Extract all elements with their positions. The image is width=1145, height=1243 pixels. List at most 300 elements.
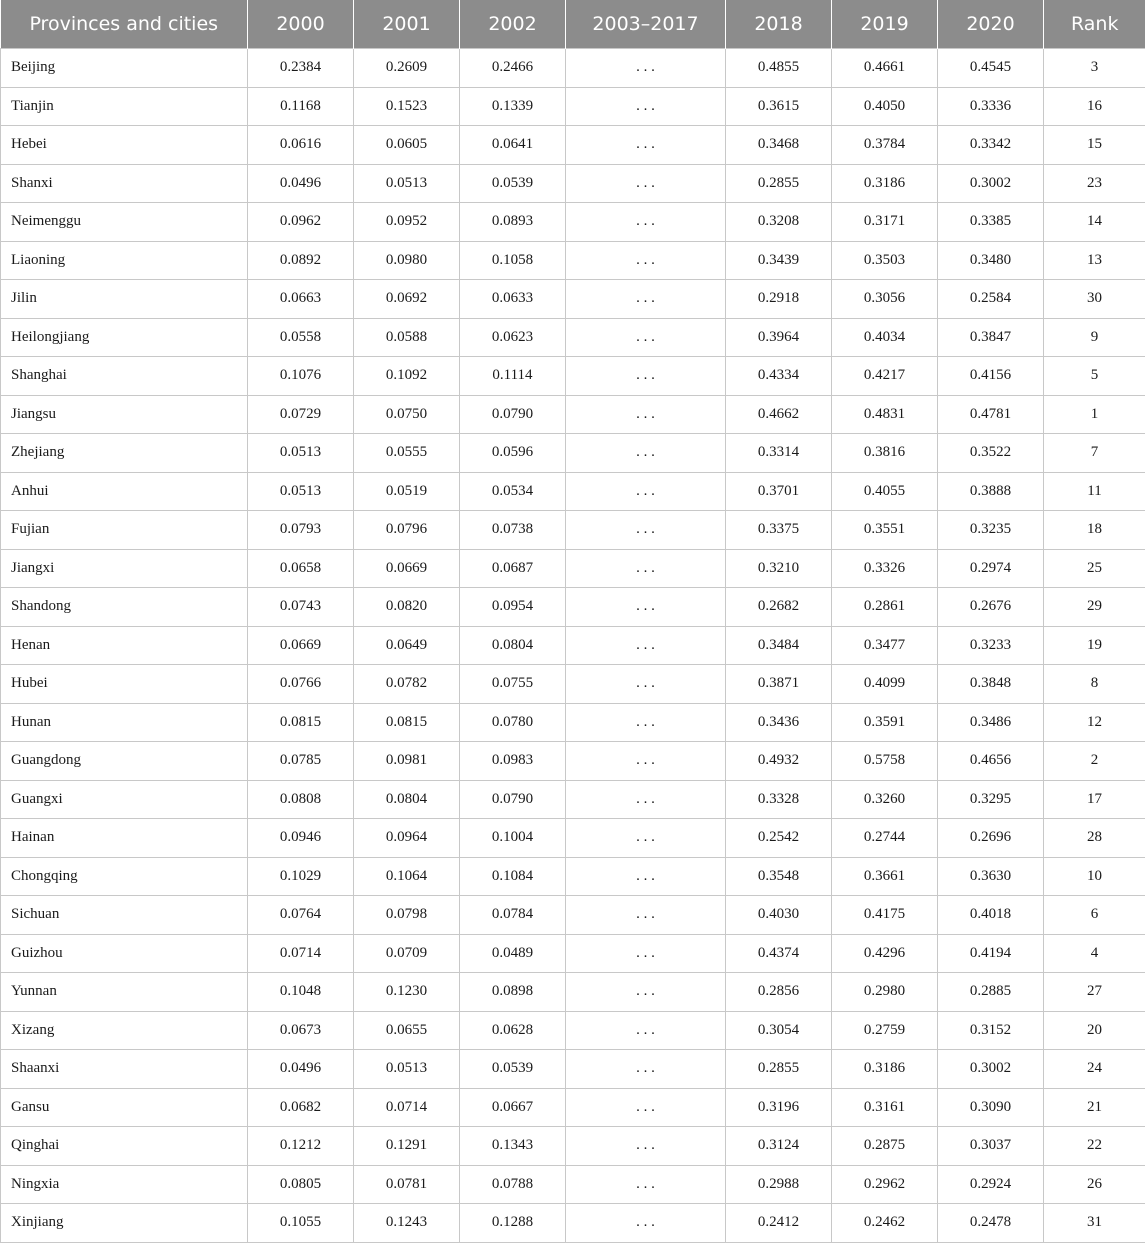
table-row bbox=[1, 626, 1145, 665]
value-2003-2017-cell: . . . bbox=[566, 896, 726, 935]
value-2020-cell: 0.3848 bbox=[938, 665, 1044, 704]
value-2001-cell: 0.0820 bbox=[354, 588, 460, 627]
value-2001-cell: 0.0605 bbox=[354, 126, 460, 165]
value-2002-cell: 0.0954 bbox=[460, 588, 566, 627]
value-2002-cell: 0.0623 bbox=[460, 318, 566, 357]
value-2002-cell: 0.2466 bbox=[460, 49, 566, 88]
province-name-cell: Liaoning bbox=[1, 241, 248, 280]
value-2000-cell: 0.0658 bbox=[248, 549, 354, 588]
rank-cell: 7 bbox=[1044, 434, 1145, 473]
table-row bbox=[1, 1011, 1145, 1050]
table-row bbox=[1, 549, 1145, 588]
rank-cell: 3 bbox=[1044, 49, 1145, 88]
table-row bbox=[1, 49, 1145, 88]
province-name-cell: Ningxia bbox=[1, 1165, 248, 1204]
value-2020-cell: 0.3002 bbox=[938, 164, 1044, 203]
province-name-cell: Hunan bbox=[1, 703, 248, 742]
value-2003-2017-cell: . . . bbox=[566, 742, 726, 781]
value-2020-cell: 0.2696 bbox=[938, 819, 1044, 858]
value-2001-cell: 0.0555 bbox=[354, 434, 460, 473]
table-row bbox=[1, 665, 1145, 704]
value-2001-cell: 0.0952 bbox=[354, 203, 460, 242]
value-2000-cell: 0.1029 bbox=[248, 857, 354, 896]
value-2002-cell: 0.0628 bbox=[460, 1011, 566, 1050]
value-2002-cell: 0.1058 bbox=[460, 241, 566, 280]
value-2018-cell: 0.3484 bbox=[726, 626, 832, 665]
value-2001-cell: 0.0796 bbox=[354, 511, 460, 550]
value-2002-cell: 0.1114 bbox=[460, 357, 566, 396]
value-2000-cell: 0.1055 bbox=[248, 1204, 354, 1243]
value-2000-cell: 0.0714 bbox=[248, 934, 354, 973]
province-name-cell: Qinghai bbox=[1, 1127, 248, 1166]
value-2000-cell: 0.0805 bbox=[248, 1165, 354, 1204]
province-name-cell: Gansu bbox=[1, 1088, 248, 1127]
value-2001-cell: 0.1291 bbox=[354, 1127, 460, 1166]
rank-cell: 26 bbox=[1044, 1165, 1145, 1204]
table-row bbox=[1, 395, 1145, 434]
value-2020-cell: 0.3233 bbox=[938, 626, 1044, 665]
rank-cell: 21 bbox=[1044, 1088, 1145, 1127]
value-2020-cell: 0.2478 bbox=[938, 1204, 1044, 1243]
province-name-cell: Neimenggu bbox=[1, 203, 248, 242]
value-2000-cell: 0.1168 bbox=[248, 87, 354, 126]
value-2001-cell: 0.0781 bbox=[354, 1165, 460, 1204]
value-2019-cell: 0.2759 bbox=[832, 1011, 938, 1050]
value-2020-cell: 0.3235 bbox=[938, 511, 1044, 550]
province-name-cell: Guizhou bbox=[1, 934, 248, 973]
province-name-cell: Shanghai bbox=[1, 357, 248, 396]
value-2000-cell: 0.0663 bbox=[248, 280, 354, 319]
value-2019-cell: 0.2462 bbox=[832, 1204, 938, 1243]
header-cell-2000: 2000 bbox=[248, 0, 354, 49]
value-2002-cell: 0.0596 bbox=[460, 434, 566, 473]
value-2019-cell: 0.3186 bbox=[832, 164, 938, 203]
value-2001-cell: 0.0798 bbox=[354, 896, 460, 935]
value-2001-cell: 0.0981 bbox=[354, 742, 460, 781]
value-2001-cell: 0.0655 bbox=[354, 1011, 460, 1050]
rank-cell: 5 bbox=[1044, 357, 1145, 396]
value-2018-cell: 0.3439 bbox=[726, 241, 832, 280]
province-name-cell: Henan bbox=[1, 626, 248, 665]
value-2003-2017-cell: . . . bbox=[566, 780, 726, 819]
value-2001-cell: 0.0692 bbox=[354, 280, 460, 319]
province-name-cell: Tianjin bbox=[1, 87, 248, 126]
value-2002-cell: 0.0804 bbox=[460, 626, 566, 665]
value-2018-cell: 0.3208 bbox=[726, 203, 832, 242]
rank-cell: 19 bbox=[1044, 626, 1145, 665]
rank-cell: 23 bbox=[1044, 164, 1145, 203]
header-cell-2020: 2020 bbox=[938, 0, 1044, 49]
rank-cell: 10 bbox=[1044, 857, 1145, 896]
value-2000-cell: 0.0743 bbox=[248, 588, 354, 627]
value-2002-cell: 0.0898 bbox=[460, 973, 566, 1012]
value-2003-2017-cell: . . . bbox=[566, 1127, 726, 1166]
value-2020-cell: 0.2584 bbox=[938, 280, 1044, 319]
value-2020-cell: 0.4018 bbox=[938, 896, 1044, 935]
province-name-cell: Hubei bbox=[1, 665, 248, 704]
value-2002-cell: 0.0633 bbox=[460, 280, 566, 319]
value-2018-cell: 0.4932 bbox=[726, 742, 832, 781]
value-2003-2017-cell: . . . bbox=[566, 395, 726, 434]
value-2000-cell: 0.0764 bbox=[248, 896, 354, 935]
value-2000-cell: 0.0669 bbox=[248, 626, 354, 665]
value-2001-cell: 0.0519 bbox=[354, 472, 460, 511]
value-2019-cell: 0.2744 bbox=[832, 819, 938, 858]
value-2003-2017-cell: . . . bbox=[566, 1088, 726, 1127]
value-2019-cell: 0.2980 bbox=[832, 973, 938, 1012]
value-2003-2017-cell: . . . bbox=[566, 511, 726, 550]
value-2019-cell: 0.4217 bbox=[832, 357, 938, 396]
rank-cell: 6 bbox=[1044, 896, 1145, 935]
province-name-cell: Anhui bbox=[1, 472, 248, 511]
province-name-cell: Yunnan bbox=[1, 973, 248, 1012]
value-2018-cell: 0.3548 bbox=[726, 857, 832, 896]
value-2020-cell: 0.3486 bbox=[938, 703, 1044, 742]
value-2003-2017-cell: . . . bbox=[566, 626, 726, 665]
value-2002-cell: 0.0790 bbox=[460, 780, 566, 819]
value-2020-cell: 0.3522 bbox=[938, 434, 1044, 473]
value-2002-cell: 0.1288 bbox=[460, 1204, 566, 1243]
value-2002-cell: 0.0893 bbox=[460, 203, 566, 242]
table-row bbox=[1, 1204, 1145, 1243]
value-2000-cell: 0.0785 bbox=[248, 742, 354, 781]
value-2019-cell: 0.3661 bbox=[832, 857, 938, 896]
value-2019-cell: 0.2875 bbox=[832, 1127, 938, 1166]
value-2003-2017-cell: . . . bbox=[566, 819, 726, 858]
value-2003-2017-cell: . . . bbox=[566, 126, 726, 165]
value-2003-2017-cell: . . . bbox=[566, 1165, 726, 1204]
value-2019-cell: 0.3591 bbox=[832, 703, 938, 742]
value-2019-cell: 0.4099 bbox=[832, 665, 938, 704]
rank-cell: 18 bbox=[1044, 511, 1145, 550]
value-2000-cell: 0.1076 bbox=[248, 357, 354, 396]
province-name-cell: Shanxi bbox=[1, 164, 248, 203]
value-2001-cell: 0.0964 bbox=[354, 819, 460, 858]
header-cell-2019: 2019 bbox=[832, 0, 938, 49]
table-row bbox=[1, 434, 1145, 473]
value-2003-2017-cell: . . . bbox=[566, 203, 726, 242]
value-2018-cell: 0.2855 bbox=[726, 164, 832, 203]
value-2002-cell: 0.1004 bbox=[460, 819, 566, 858]
value-2020-cell: 0.2974 bbox=[938, 549, 1044, 588]
rank-cell: 9 bbox=[1044, 318, 1145, 357]
value-2020-cell: 0.3630 bbox=[938, 857, 1044, 896]
table-body bbox=[1, 49, 1145, 1243]
value-2003-2017-cell: . . . bbox=[566, 472, 726, 511]
value-2003-2017-cell: . . . bbox=[566, 857, 726, 896]
province-name-cell: Beijing bbox=[1, 49, 248, 88]
value-2020-cell: 0.2885 bbox=[938, 973, 1044, 1012]
value-2002-cell: 0.1343 bbox=[460, 1127, 566, 1166]
value-2019-cell: 0.4034 bbox=[832, 318, 938, 357]
province-name-cell: Jiangsu bbox=[1, 395, 248, 434]
table-row bbox=[1, 241, 1145, 280]
rank-cell: 22 bbox=[1044, 1127, 1145, 1166]
value-2020-cell: 0.3295 bbox=[938, 780, 1044, 819]
province-name-cell: Jilin bbox=[1, 280, 248, 319]
value-2018-cell: 0.4030 bbox=[726, 896, 832, 935]
value-2003-2017-cell: . . . bbox=[566, 549, 726, 588]
value-2019-cell: 0.4175 bbox=[832, 896, 938, 935]
province-name-cell: Shandong bbox=[1, 588, 248, 627]
value-2000-cell: 0.0946 bbox=[248, 819, 354, 858]
value-2018-cell: 0.3701 bbox=[726, 472, 832, 511]
value-2020-cell: 0.2924 bbox=[938, 1165, 1044, 1204]
value-2020-cell: 0.3002 bbox=[938, 1050, 1044, 1089]
value-2003-2017-cell: . . . bbox=[566, 49, 726, 88]
value-2019-cell: 0.2861 bbox=[832, 588, 938, 627]
value-2001-cell: 0.1230 bbox=[354, 973, 460, 1012]
value-2003-2017-cell: . . . bbox=[566, 1011, 726, 1050]
value-2020-cell: 0.3090 bbox=[938, 1088, 1044, 1127]
value-2018-cell: 0.3468 bbox=[726, 126, 832, 165]
value-2003-2017-cell: . . . bbox=[566, 280, 726, 319]
value-2000-cell: 0.0616 bbox=[248, 126, 354, 165]
province-name-cell: Xinjiang bbox=[1, 1204, 248, 1243]
rank-cell: 25 bbox=[1044, 549, 1145, 588]
value-2002-cell: 0.0641 bbox=[460, 126, 566, 165]
value-2019-cell: 0.3551 bbox=[832, 511, 938, 550]
value-2001-cell: 0.2609 bbox=[354, 49, 460, 88]
value-2020-cell: 0.4781 bbox=[938, 395, 1044, 434]
value-2020-cell: 0.4194 bbox=[938, 934, 1044, 973]
value-2019-cell: 0.3186 bbox=[832, 1050, 938, 1089]
table-row bbox=[1, 742, 1145, 781]
value-2000-cell: 0.0729 bbox=[248, 395, 354, 434]
value-2000-cell: 0.0496 bbox=[248, 1050, 354, 1089]
value-2018-cell: 0.3124 bbox=[726, 1127, 832, 1166]
value-2020-cell: 0.3342 bbox=[938, 126, 1044, 165]
value-2019-cell: 0.4296 bbox=[832, 934, 938, 973]
value-2000-cell: 0.0682 bbox=[248, 1088, 354, 1127]
rank-cell: 4 bbox=[1044, 934, 1145, 973]
value-2003-2017-cell: . . . bbox=[566, 434, 726, 473]
value-2000-cell: 0.0673 bbox=[248, 1011, 354, 1050]
value-2020-cell: 0.3847 bbox=[938, 318, 1044, 357]
value-2018-cell: 0.3054 bbox=[726, 1011, 832, 1050]
value-2018-cell: 0.2988 bbox=[726, 1165, 832, 1204]
value-2018-cell: 0.2855 bbox=[726, 1050, 832, 1089]
value-2002-cell: 0.0738 bbox=[460, 511, 566, 550]
value-2018-cell: 0.3964 bbox=[726, 318, 832, 357]
value-2000-cell: 0.0513 bbox=[248, 472, 354, 511]
value-2003-2017-cell: . . . bbox=[566, 1204, 726, 1243]
value-2018-cell: 0.2542 bbox=[726, 819, 832, 858]
value-2001-cell: 0.1523 bbox=[354, 87, 460, 126]
value-2018-cell: 0.3615 bbox=[726, 87, 832, 126]
value-2000-cell: 0.0815 bbox=[248, 703, 354, 742]
value-2000-cell: 0.0558 bbox=[248, 318, 354, 357]
table-row bbox=[1, 164, 1145, 203]
value-2019-cell: 0.3816 bbox=[832, 434, 938, 473]
rank-cell: 8 bbox=[1044, 665, 1145, 704]
table-header bbox=[1, 0, 1145, 49]
value-2019-cell: 0.3171 bbox=[832, 203, 938, 242]
value-2020-cell: 0.4656 bbox=[938, 742, 1044, 781]
table-row bbox=[1, 280, 1145, 319]
value-2001-cell: 0.0513 bbox=[354, 1050, 460, 1089]
table-row bbox=[1, 973, 1145, 1012]
table-row bbox=[1, 857, 1145, 896]
province-name-cell: Chongqing bbox=[1, 857, 248, 896]
value-2018-cell: 0.3328 bbox=[726, 780, 832, 819]
table-row bbox=[1, 203, 1145, 242]
header-cell-provinces: Provinces and cities bbox=[1, 0, 248, 49]
table-row bbox=[1, 472, 1145, 511]
rank-cell: 2 bbox=[1044, 742, 1145, 781]
rank-cell: 28 bbox=[1044, 819, 1145, 858]
value-2019-cell: 0.3056 bbox=[832, 280, 938, 319]
value-2019-cell: 0.4050 bbox=[832, 87, 938, 126]
value-2003-2017-cell: . . . bbox=[566, 164, 726, 203]
table-row bbox=[1, 126, 1145, 165]
value-2001-cell: 0.0714 bbox=[354, 1088, 460, 1127]
value-2019-cell: 0.3260 bbox=[832, 780, 938, 819]
value-2000-cell: 0.2384 bbox=[248, 49, 354, 88]
value-2001-cell: 0.1064 bbox=[354, 857, 460, 896]
value-2020-cell: 0.3480 bbox=[938, 241, 1044, 280]
value-2019-cell: 0.3503 bbox=[832, 241, 938, 280]
province-name-cell: Sichuan bbox=[1, 896, 248, 935]
value-2001-cell: 0.0649 bbox=[354, 626, 460, 665]
value-2001-cell: 0.0782 bbox=[354, 665, 460, 704]
rank-cell: 15 bbox=[1044, 126, 1145, 165]
value-2020-cell: 0.3888 bbox=[938, 472, 1044, 511]
value-2018-cell: 0.3871 bbox=[726, 665, 832, 704]
value-2001-cell: 0.0980 bbox=[354, 241, 460, 280]
value-2002-cell: 0.0780 bbox=[460, 703, 566, 742]
rank-cell: 17 bbox=[1044, 780, 1145, 819]
province-name-cell: Shaanxi bbox=[1, 1050, 248, 1089]
value-2000-cell: 0.0793 bbox=[248, 511, 354, 550]
value-2018-cell: 0.3375 bbox=[726, 511, 832, 550]
value-2019-cell: 0.5758 bbox=[832, 742, 938, 781]
value-2020-cell: 0.3152 bbox=[938, 1011, 1044, 1050]
value-2000-cell: 0.0496 bbox=[248, 164, 354, 203]
table-row bbox=[1, 1088, 1145, 1127]
header-cell-2018: 2018 bbox=[726, 0, 832, 49]
table-row bbox=[1, 511, 1145, 550]
value-2001-cell: 0.0513 bbox=[354, 164, 460, 203]
rank-cell: 1 bbox=[1044, 395, 1145, 434]
value-2018-cell: 0.3314 bbox=[726, 434, 832, 473]
value-2003-2017-cell: . . . bbox=[566, 588, 726, 627]
value-2003-2017-cell: . . . bbox=[566, 973, 726, 1012]
value-2018-cell: 0.2412 bbox=[726, 1204, 832, 1243]
value-2018-cell: 0.3210 bbox=[726, 549, 832, 588]
value-2002-cell: 0.0788 bbox=[460, 1165, 566, 1204]
value-2002-cell: 0.0539 bbox=[460, 164, 566, 203]
table-row bbox=[1, 896, 1145, 935]
header-row bbox=[1, 0, 1145, 49]
header-cell-2003-2017: 2003–2017 bbox=[566, 0, 726, 49]
province-name-cell: Hainan bbox=[1, 819, 248, 858]
rank-cell: 31 bbox=[1044, 1204, 1145, 1243]
value-2001-cell: 0.0750 bbox=[354, 395, 460, 434]
value-2002-cell: 0.0539 bbox=[460, 1050, 566, 1089]
rank-cell: 12 bbox=[1044, 703, 1145, 742]
value-2020-cell: 0.4156 bbox=[938, 357, 1044, 396]
table-row bbox=[1, 318, 1145, 357]
value-2002-cell: 0.0784 bbox=[460, 896, 566, 935]
table-row bbox=[1, 934, 1145, 973]
value-2020-cell: 0.3037 bbox=[938, 1127, 1044, 1166]
value-2018-cell: 0.2918 bbox=[726, 280, 832, 319]
value-2000-cell: 0.0808 bbox=[248, 780, 354, 819]
province-name-cell: Jiangxi bbox=[1, 549, 248, 588]
value-2002-cell: 0.0667 bbox=[460, 1088, 566, 1127]
province-name-cell: Zhejiang bbox=[1, 434, 248, 473]
value-2018-cell: 0.4855 bbox=[726, 49, 832, 88]
table-row bbox=[1, 357, 1145, 396]
value-2002-cell: 0.0534 bbox=[460, 472, 566, 511]
value-2002-cell: 0.1084 bbox=[460, 857, 566, 896]
value-2003-2017-cell: . . . bbox=[566, 241, 726, 280]
rank-cell: 24 bbox=[1044, 1050, 1145, 1089]
value-2003-2017-cell: . . . bbox=[566, 934, 726, 973]
rank-cell: 29 bbox=[1044, 588, 1145, 627]
value-2000-cell: 0.1048 bbox=[248, 973, 354, 1012]
value-2018-cell: 0.2856 bbox=[726, 973, 832, 1012]
table-row bbox=[1, 588, 1145, 627]
rank-cell: 13 bbox=[1044, 241, 1145, 280]
value-2001-cell: 0.0815 bbox=[354, 703, 460, 742]
table-row bbox=[1, 780, 1145, 819]
table-row bbox=[1, 1165, 1145, 1204]
rank-cell: 14 bbox=[1044, 203, 1145, 242]
value-2002-cell: 0.0983 bbox=[460, 742, 566, 781]
table-row bbox=[1, 819, 1145, 858]
value-2002-cell: 0.0790 bbox=[460, 395, 566, 434]
value-2019-cell: 0.4661 bbox=[832, 49, 938, 88]
province-name-cell: Guangdong bbox=[1, 742, 248, 781]
value-2003-2017-cell: . . . bbox=[566, 665, 726, 704]
value-2002-cell: 0.1339 bbox=[460, 87, 566, 126]
table-row bbox=[1, 1050, 1145, 1089]
value-2020-cell: 0.3385 bbox=[938, 203, 1044, 242]
value-2003-2017-cell: . . . bbox=[566, 87, 726, 126]
value-2018-cell: 0.2682 bbox=[726, 588, 832, 627]
value-2001-cell: 0.0804 bbox=[354, 780, 460, 819]
province-name-cell: Heilongjiang bbox=[1, 318, 248, 357]
value-2003-2017-cell: . . . bbox=[566, 1050, 726, 1089]
value-2000-cell: 0.0962 bbox=[248, 203, 354, 242]
table-row bbox=[1, 1127, 1145, 1166]
value-2019-cell: 0.3326 bbox=[832, 549, 938, 588]
table-row bbox=[1, 703, 1145, 742]
value-2001-cell: 0.0669 bbox=[354, 549, 460, 588]
value-2001-cell: 0.1092 bbox=[354, 357, 460, 396]
value-2000-cell: 0.0766 bbox=[248, 665, 354, 704]
rank-cell: 30 bbox=[1044, 280, 1145, 319]
value-2020-cell: 0.4545 bbox=[938, 49, 1044, 88]
value-2003-2017-cell: . . . bbox=[566, 703, 726, 742]
table-row bbox=[1, 87, 1145, 126]
value-2019-cell: 0.3161 bbox=[832, 1088, 938, 1127]
rank-cell: 27 bbox=[1044, 973, 1145, 1012]
rank-cell: 11 bbox=[1044, 472, 1145, 511]
value-2002-cell: 0.0489 bbox=[460, 934, 566, 973]
value-2018-cell: 0.3196 bbox=[726, 1088, 832, 1127]
value-2019-cell: 0.2962 bbox=[832, 1165, 938, 1204]
value-2019-cell: 0.4831 bbox=[832, 395, 938, 434]
header-cell-2001: 2001 bbox=[354, 0, 460, 49]
rank-cell: 20 bbox=[1044, 1011, 1145, 1050]
value-2000-cell: 0.1212 bbox=[248, 1127, 354, 1166]
value-2018-cell: 0.4662 bbox=[726, 395, 832, 434]
value-2019-cell: 0.4055 bbox=[832, 472, 938, 511]
value-2002-cell: 0.0755 bbox=[460, 665, 566, 704]
